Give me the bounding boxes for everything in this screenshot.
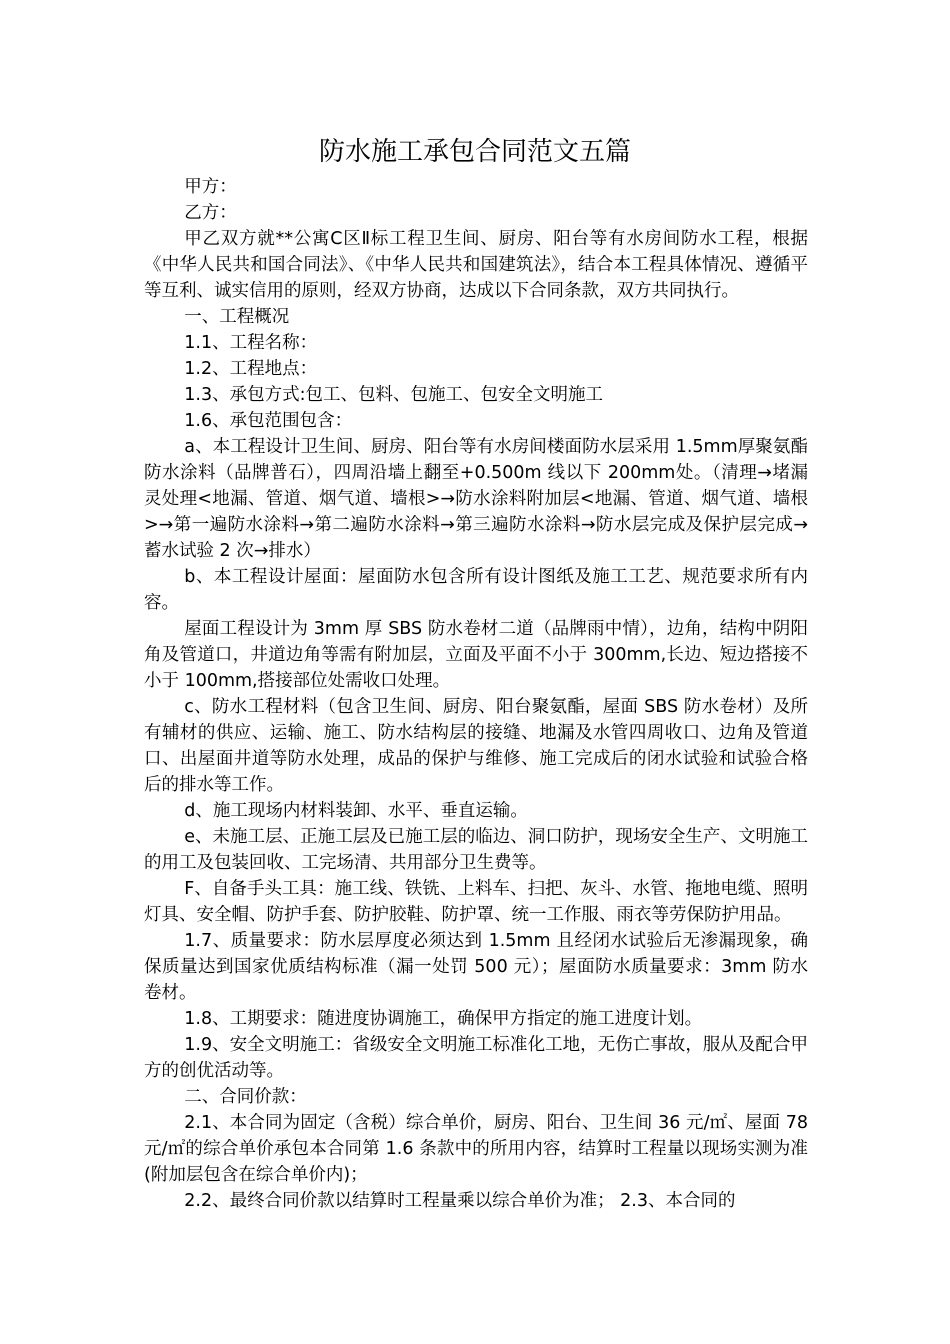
document-title: 防水施工承包合同范文五篇 [318, 137, 631, 167]
paragraph-scope-d: d、施工现场内材料装卸、水平、垂直运输。 [184, 801, 528, 821]
paragraph-party-a: 甲方： [184, 177, 237, 197]
paragraph-1-9: 1.9、安全文明施工：省级安全文明施工标准化工地，无伤亡事故，服从及配合甲方的创优活动等。 [144, 1035, 808, 1081]
paragraph-1-1: 1.1、工程名称： [184, 333, 318, 353]
section-heading-price: 二、合同价款： [184, 1087, 307, 1107]
document-body [144, 174, 808, 1214]
paragraph-scope-e: e、未施工层、正施工层及已施工层的临边、洞口防护，现场安全生产、文明施工的用工及包装回收、工完场清、共用部分卫生费等。 [144, 827, 808, 873]
paragraph-preamble: 甲乙双方就**公寓C区Ⅱ标工程卫生间、厨房、阳台等有水房间防水工程，根据《中华人民共和国合同法》、《中华人民共和国建筑法》，结合本工程具体情况、遵循平等互利、诚实信用的原则，经双方协商，达成以下合同条款，双方共同执行。 [144, 229, 808, 301]
paragraph-scope-c: c、防水工程材料（包含卫生间、厨房、阳台聚氨酯，屋面 SBS 防水卷材）及所有辅材的供应、运输、施工、防水结构层的接缝、地漏及水管四周收口、边角及管道口、出屋面井道等防水处理，成品的保护与维修、施工完成后的闭水试验和试验合格后的排水等工作。 [144, 697, 808, 795]
paragraph-2-2: 2.2、最终合同价款以结算时工程量乘以综合单价为准； 2.3、本合同的 [184, 1191, 736, 1211]
paragraph-roof-design: 屋面工程设计为 3mm 厚 SBS 防水卷材二道（品牌雨中情），边角，结构中阴阳角及管道口，井道边角等需有附加层，立面及平面不小于 300mm,长边、短边搭接不小于 100mm,搭接部位处需收口处理。 [144, 619, 808, 691]
paragraph-1-6: 1.6、承包范围包含： [184, 411, 353, 431]
paragraph-scope-a: a、本工程设计卫生间、厨房、阳台等有水房间楼面防水层采用 1.5mm厚聚氨酯防水涂料（品牌普石），四周沿墙上翻至+0.500m 线以下 200mm处。（清理→堵漏灵处理<地漏、管道、烟气道、墙根>→防水涂料附加层<地漏、管道、烟气道、墙根>→第一遍防水涂料→第二遍防水涂料→第三遍防水涂料→防水层完成及保护层完成→蓄水试验 2 次→排水） [144, 437, 808, 561]
paragraph-1-8: 1.8、工期要求：随进度协调施工，确保甲方指定的施工进度计划。 [184, 1009, 703, 1029]
section-heading-overview: 一、工程概况 [184, 307, 290, 327]
paragraph-2-1: 2.1、本合同为固定（含税）综合单价，厨房、阳台、卫生间 36 元/㎡、屋面 78 元/㎡的综合单价承包本合同第 1.6 条款中的所用内容，结算时工程量以现场实测为准(附加层包含在综合单价内)； [144, 1113, 808, 1185]
paragraph-1-7: 1.7、质量要求：防水层厚度必须达到 1.5mm 且经闭水试验后无渗漏现象，确保质量达到国家优质结构标准（漏一处罚 500 元）；屋面防水质量要求：3mm 防水卷材。 [144, 931, 808, 1003]
paragraph-party-b: 乙方： [184, 203, 237, 223]
paragraph-scope-b: b、本工程设计屋面：屋面防水包含所有设计图纸及施工工艺、规范要求所有内容。 [144, 567, 808, 613]
paragraph-1-2: 1.2、工程地点： [184, 359, 318, 379]
paragraph-scope-f: F、自备手头工具：施工线、铁铣、上料车、扫把、灰斗、水管、拖地电缆、照明灯具、安全帽、防护手套、防护胶鞋、防护罩、统一工作服、雨衣等劳保防护用品。 [144, 879, 808, 925]
paragraph-1-3: 1.3、承包方式:包工、包料、包施工、包安全文明施工 [184, 385, 603, 405]
